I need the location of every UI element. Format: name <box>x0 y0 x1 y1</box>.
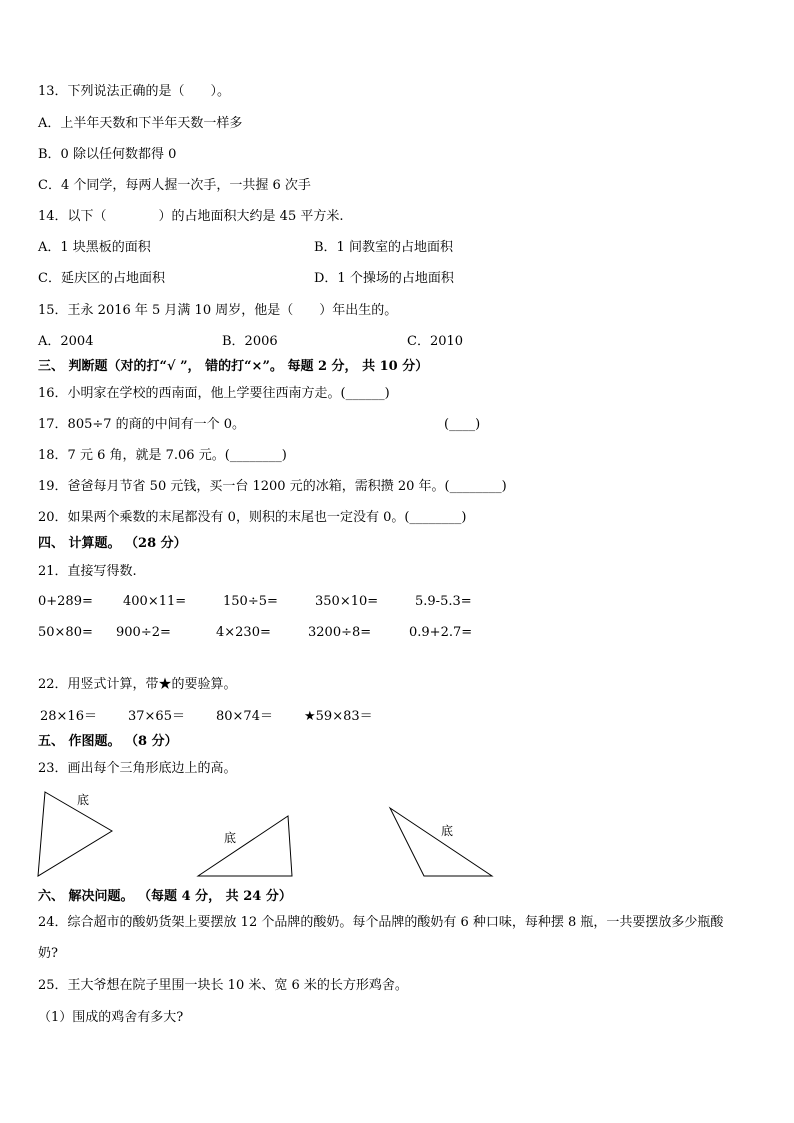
q25-stem: 25．王大爷想在院子里围一块长 10 米、宽 6 米的长方形鸡舍。 <box>38 978 408 993</box>
q15-option-a: A．2004 <box>38 334 94 349</box>
triangle-3-base-label: 底 <box>441 824 454 838</box>
q24-line-1: 24．综合超市的酸奶货架上要摆放 12 个品牌的酸奶。每个品牌的酸奶有 6 种口味，每种摆 8 瓶，一共要摆放多少瓶酸 <box>38 915 724 930</box>
q23-stem: 23．画出每个三角形底边上的高。 <box>38 761 237 776</box>
q15-stem: 15．王永 2016 年 5 月满 10 周岁，他是（ ）年出生的。 <box>38 303 398 318</box>
q19: 19．爸爸每月节省 50 元钱，买一台 1200 元的冰箱，需积攒 20 年。(________) <box>38 479 507 494</box>
q21-item: 5.9-5.3= <box>415 594 472 609</box>
q16: 16．小明家在学校的西南面，他上学要往西南方走。(______) <box>38 386 390 401</box>
q21-item: 0+289= <box>38 594 93 609</box>
q14-option-b: B．1 间教室的占地面积 <box>314 240 453 255</box>
q22-stem: 22．用竖式计算，带★的要验算。 <box>38 677 237 692</box>
triangle-2 <box>198 816 292 876</box>
section-6-heading: 六、 解决问题。 （每题 4 分， 共 24 分） <box>38 889 292 904</box>
q21-item: 400×11= <box>123 594 187 609</box>
q14-stem: 14．以下（ ）的占地面积大约是 45 平方米. <box>38 209 344 224</box>
triangle-2-base-label: 底 <box>224 831 237 845</box>
q21-item: 0.9+2.7= <box>409 625 473 640</box>
triangle-1-base-label: 底 <box>77 793 90 807</box>
section-4-heading: 四、 计算题。 （28 分） <box>38 536 187 551</box>
q14-option-a: A．1 块黑板的面积 <box>38 240 151 255</box>
triangle-1 <box>38 792 112 876</box>
q20: 20．如果两个乘数的末尾都没有 0，则积的末尾也一定没有 0。(________) <box>38 510 467 525</box>
q21-item: 350×10= <box>315 594 379 609</box>
q24-line-2: 奶? <box>38 946 58 961</box>
q22-item: 28×16＝ <box>40 709 97 724</box>
q21-item: 4×230= <box>216 625 271 640</box>
q14-option-c: C．延庆区的占地面积 <box>38 271 165 286</box>
q21-item: 900÷2= <box>116 625 171 640</box>
q13-option-c: C．4 个同学，每两人握一次手，一共握 6 次手 <box>38 178 311 193</box>
q13-option-b: B．0 除以任何数都得 0 <box>38 147 177 162</box>
q17-blank: (____) <box>444 417 481 432</box>
q13-stem: 13．下列说法正确的是（ ）。 <box>38 84 231 99</box>
q14-option-d: D．1 个操场的占地面积 <box>314 271 454 286</box>
section-5-heading: 五、 作图题。 （8 分） <box>38 734 178 749</box>
q13-option-a: A．上半年天数和下半年天数一样多 <box>38 116 243 131</box>
q25-sub-1: （1）围成的鸡舍有多大? <box>38 1010 184 1025</box>
triangle-3 <box>390 808 492 876</box>
q22-item: ★59×83＝ <box>304 709 373 724</box>
q21-stem: 21．直接写得数. <box>38 564 137 579</box>
q15-option-b: B．2006 <box>222 334 278 349</box>
q21-item: 3200÷8= <box>308 625 372 640</box>
q21-item: 50×80= <box>38 625 93 640</box>
q17-stem: 17．805÷7 的商的中间有一个 0。 <box>38 417 246 432</box>
section-3-heading: 三、 判断题（对的打“√ ”， 错的打“×”。 每题 2 分， 共 10 分） <box>38 359 429 374</box>
q18: 18．7 元 6 角，就是 7.06 元。(________) <box>38 448 287 463</box>
q15-option-c: C．2010 <box>407 334 464 349</box>
q22-item: 37×65＝ <box>128 709 185 724</box>
q21-item: 150÷5= <box>223 594 278 609</box>
q22-item: 80×74＝ <box>216 709 273 724</box>
